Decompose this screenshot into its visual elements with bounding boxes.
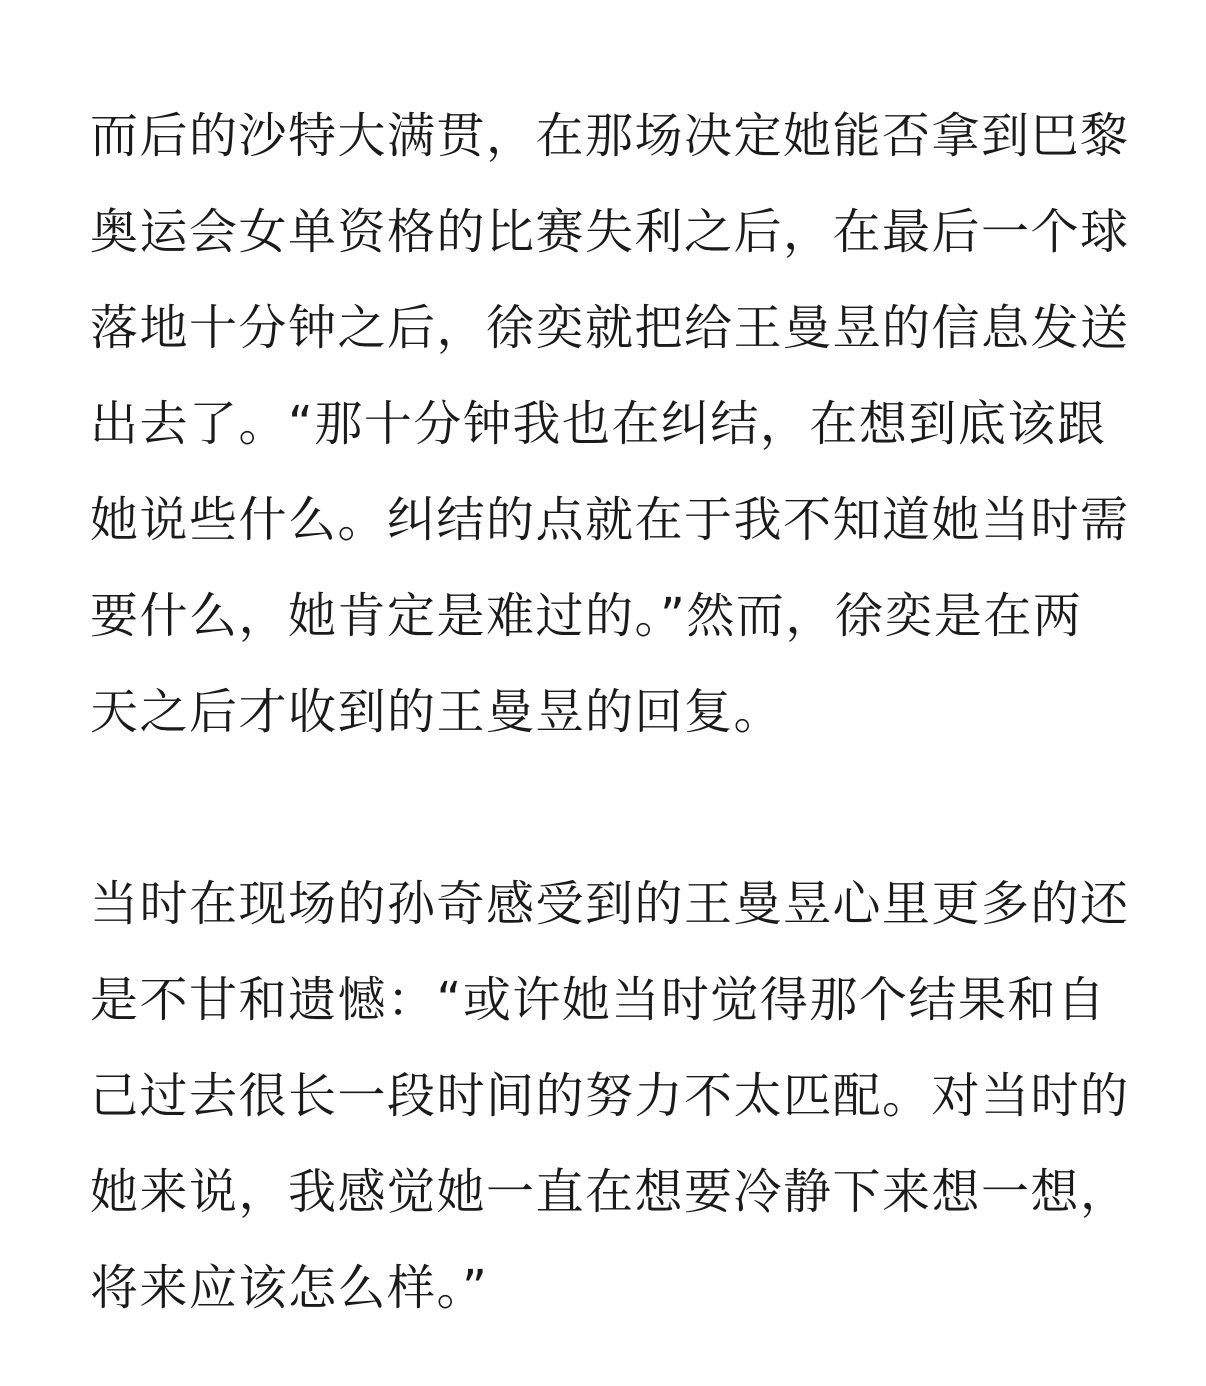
text-line: 她说些什么。纠结的点就在于我不知道她当时需 <box>90 492 1130 548</box>
text-line: 当时在现场的孙奇感受到的王曼昱心里更多的还 <box>90 876 1130 932</box>
article-body <box>90 88 1130 1336</box>
paragraph-2 <box>90 856 1130 1336</box>
text-line: 落地十分钟之后，徐奕就把给王曼昱的信息发送 <box>90 300 1130 356</box>
paragraph-spacer <box>90 760 1120 856</box>
text-line: 天之后才收到的王曼昱的回复。 <box>90 684 784 740</box>
text-line: 奥运会女单资格的比赛失利之后，在最后一个球 <box>90 204 1130 260</box>
text-line: 要什么，她肯定是难过的。”然而，徐奕是在两 <box>90 588 1083 644</box>
text-line: 她来说，我感觉她一直在想要冷静下来想一想， <box>90 1164 1130 1220</box>
text-line: 将来应该怎么样。” <box>90 1260 489 1316</box>
text-line: 出去了。“那十分钟我也在纠结，在想到底该跟 <box>90 396 1107 452</box>
paragraph-1 <box>90 88 1130 760</box>
text-line: 己过去很长一段时间的努力不太匹配。对当时的 <box>90 1068 1130 1124</box>
text-line: 是不甘和遗憾：“或许她当时觉得那个结果和自 <box>90 972 1107 1028</box>
text-line: 而后的沙特大满贯，在那场决定她能否拿到巴黎 <box>90 108 1130 164</box>
